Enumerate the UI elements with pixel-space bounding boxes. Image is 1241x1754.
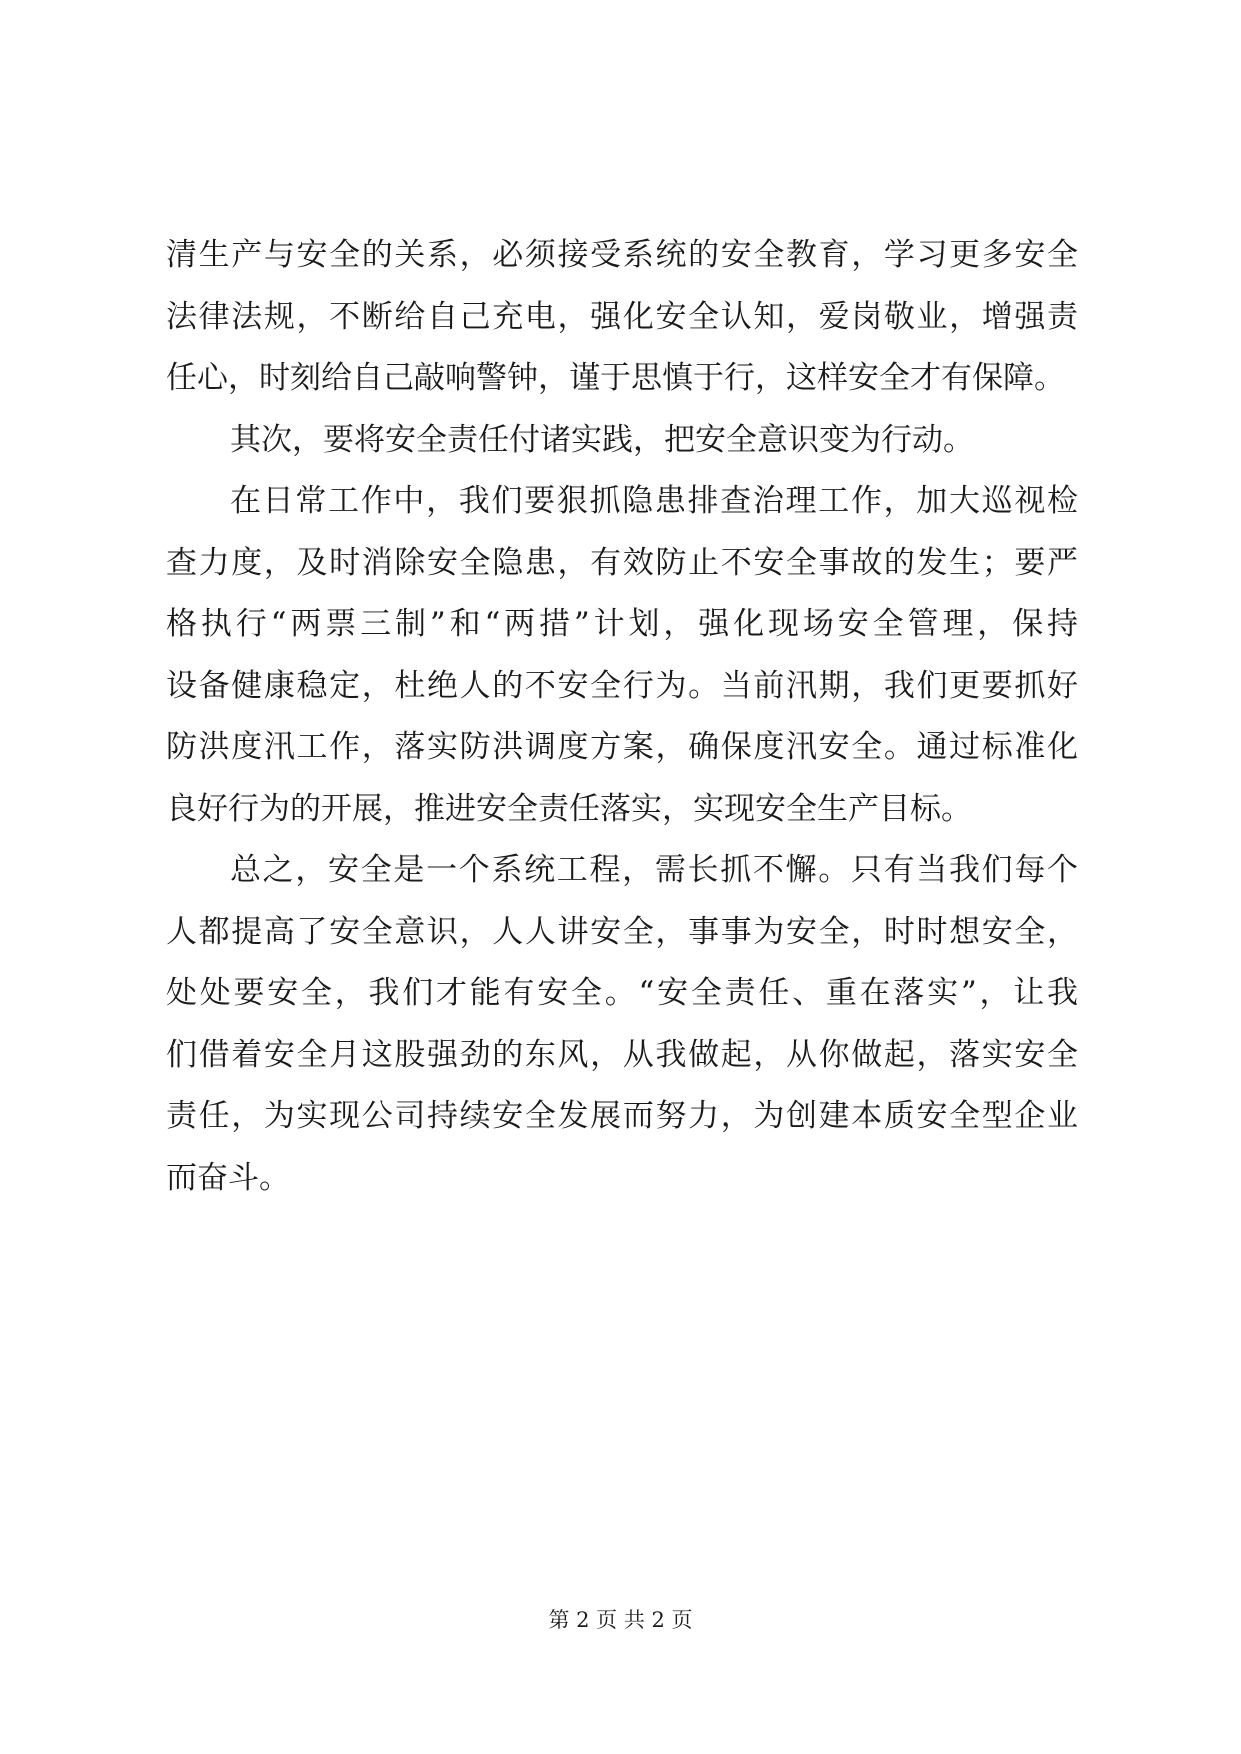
paragraph-3 [166, 471, 1078, 840]
paragraph-1 [166, 225, 1078, 410]
text-line: 清生产与安全的关系，必须接受系统的安全教育，学习更多安全 [166, 237, 1078, 273]
page-footer: 第 2 页 共 2 页 [548, 1608, 693, 1632]
text-line: 总之，安全是一个系统工程，需长抓不懈。只有当我们每个 [230, 852, 1078, 888]
text-line: 查力度，及时消除安全隐患，有效防止不安全事故的发生；要严 [166, 544, 1078, 581]
text-line: 在日常工作中，我们要狠抓隐患排查治理工作，加大巡视检 [230, 483, 1078, 519]
text-line: 格执行“两票三制”和“两措”计划，强化现场安全管理，保持 [166, 606, 1078, 642]
text-line: 防洪度汛工作，落实防洪调度方案，确保度汛安全。通过标准化 [166, 729, 1078, 765]
text-line: 们借着安全月这股强劲的东风，从我做起，从你做起，落实安全 [166, 1036, 1078, 1073]
paragraph-4 [166, 840, 1078, 1209]
paragraph-2 [166, 410, 1078, 472]
text-line: 任心，时刻给自己敲响警钟，谨于思慎于行，这样安全才有保障。 [166, 360, 1065, 396]
text-line: 法律法规，不断给自己充电，强化安全认知，爱岗敬业，增强责 [166, 298, 1078, 335]
text-line: 其次，要将安全责任付诸实践，把安全意识变为行动。 [230, 421, 974, 458]
text-line: 设备健康稳定，杜绝人的不安全行为。当前汛期，我们更要抓好 [166, 667, 1078, 704]
text-line: 而奋斗。 [166, 1159, 290, 1196]
document-body [166, 225, 1078, 1209]
text-line: 责任，为实现公司持续安全发展而努力，为创建本质安全型企业 [166, 1098, 1078, 1134]
text-line: 处处要安全，我们才能有安全。“安全责任、重在落实”，让我 [166, 975, 1078, 1011]
text-line: 良好行为的开展，推进安全责任落实，实现安全生产目标。 [166, 790, 972, 827]
text-line: 人都提高了安全意识，人人讲安全，事事为安全，时时想安全， [166, 913, 1078, 950]
